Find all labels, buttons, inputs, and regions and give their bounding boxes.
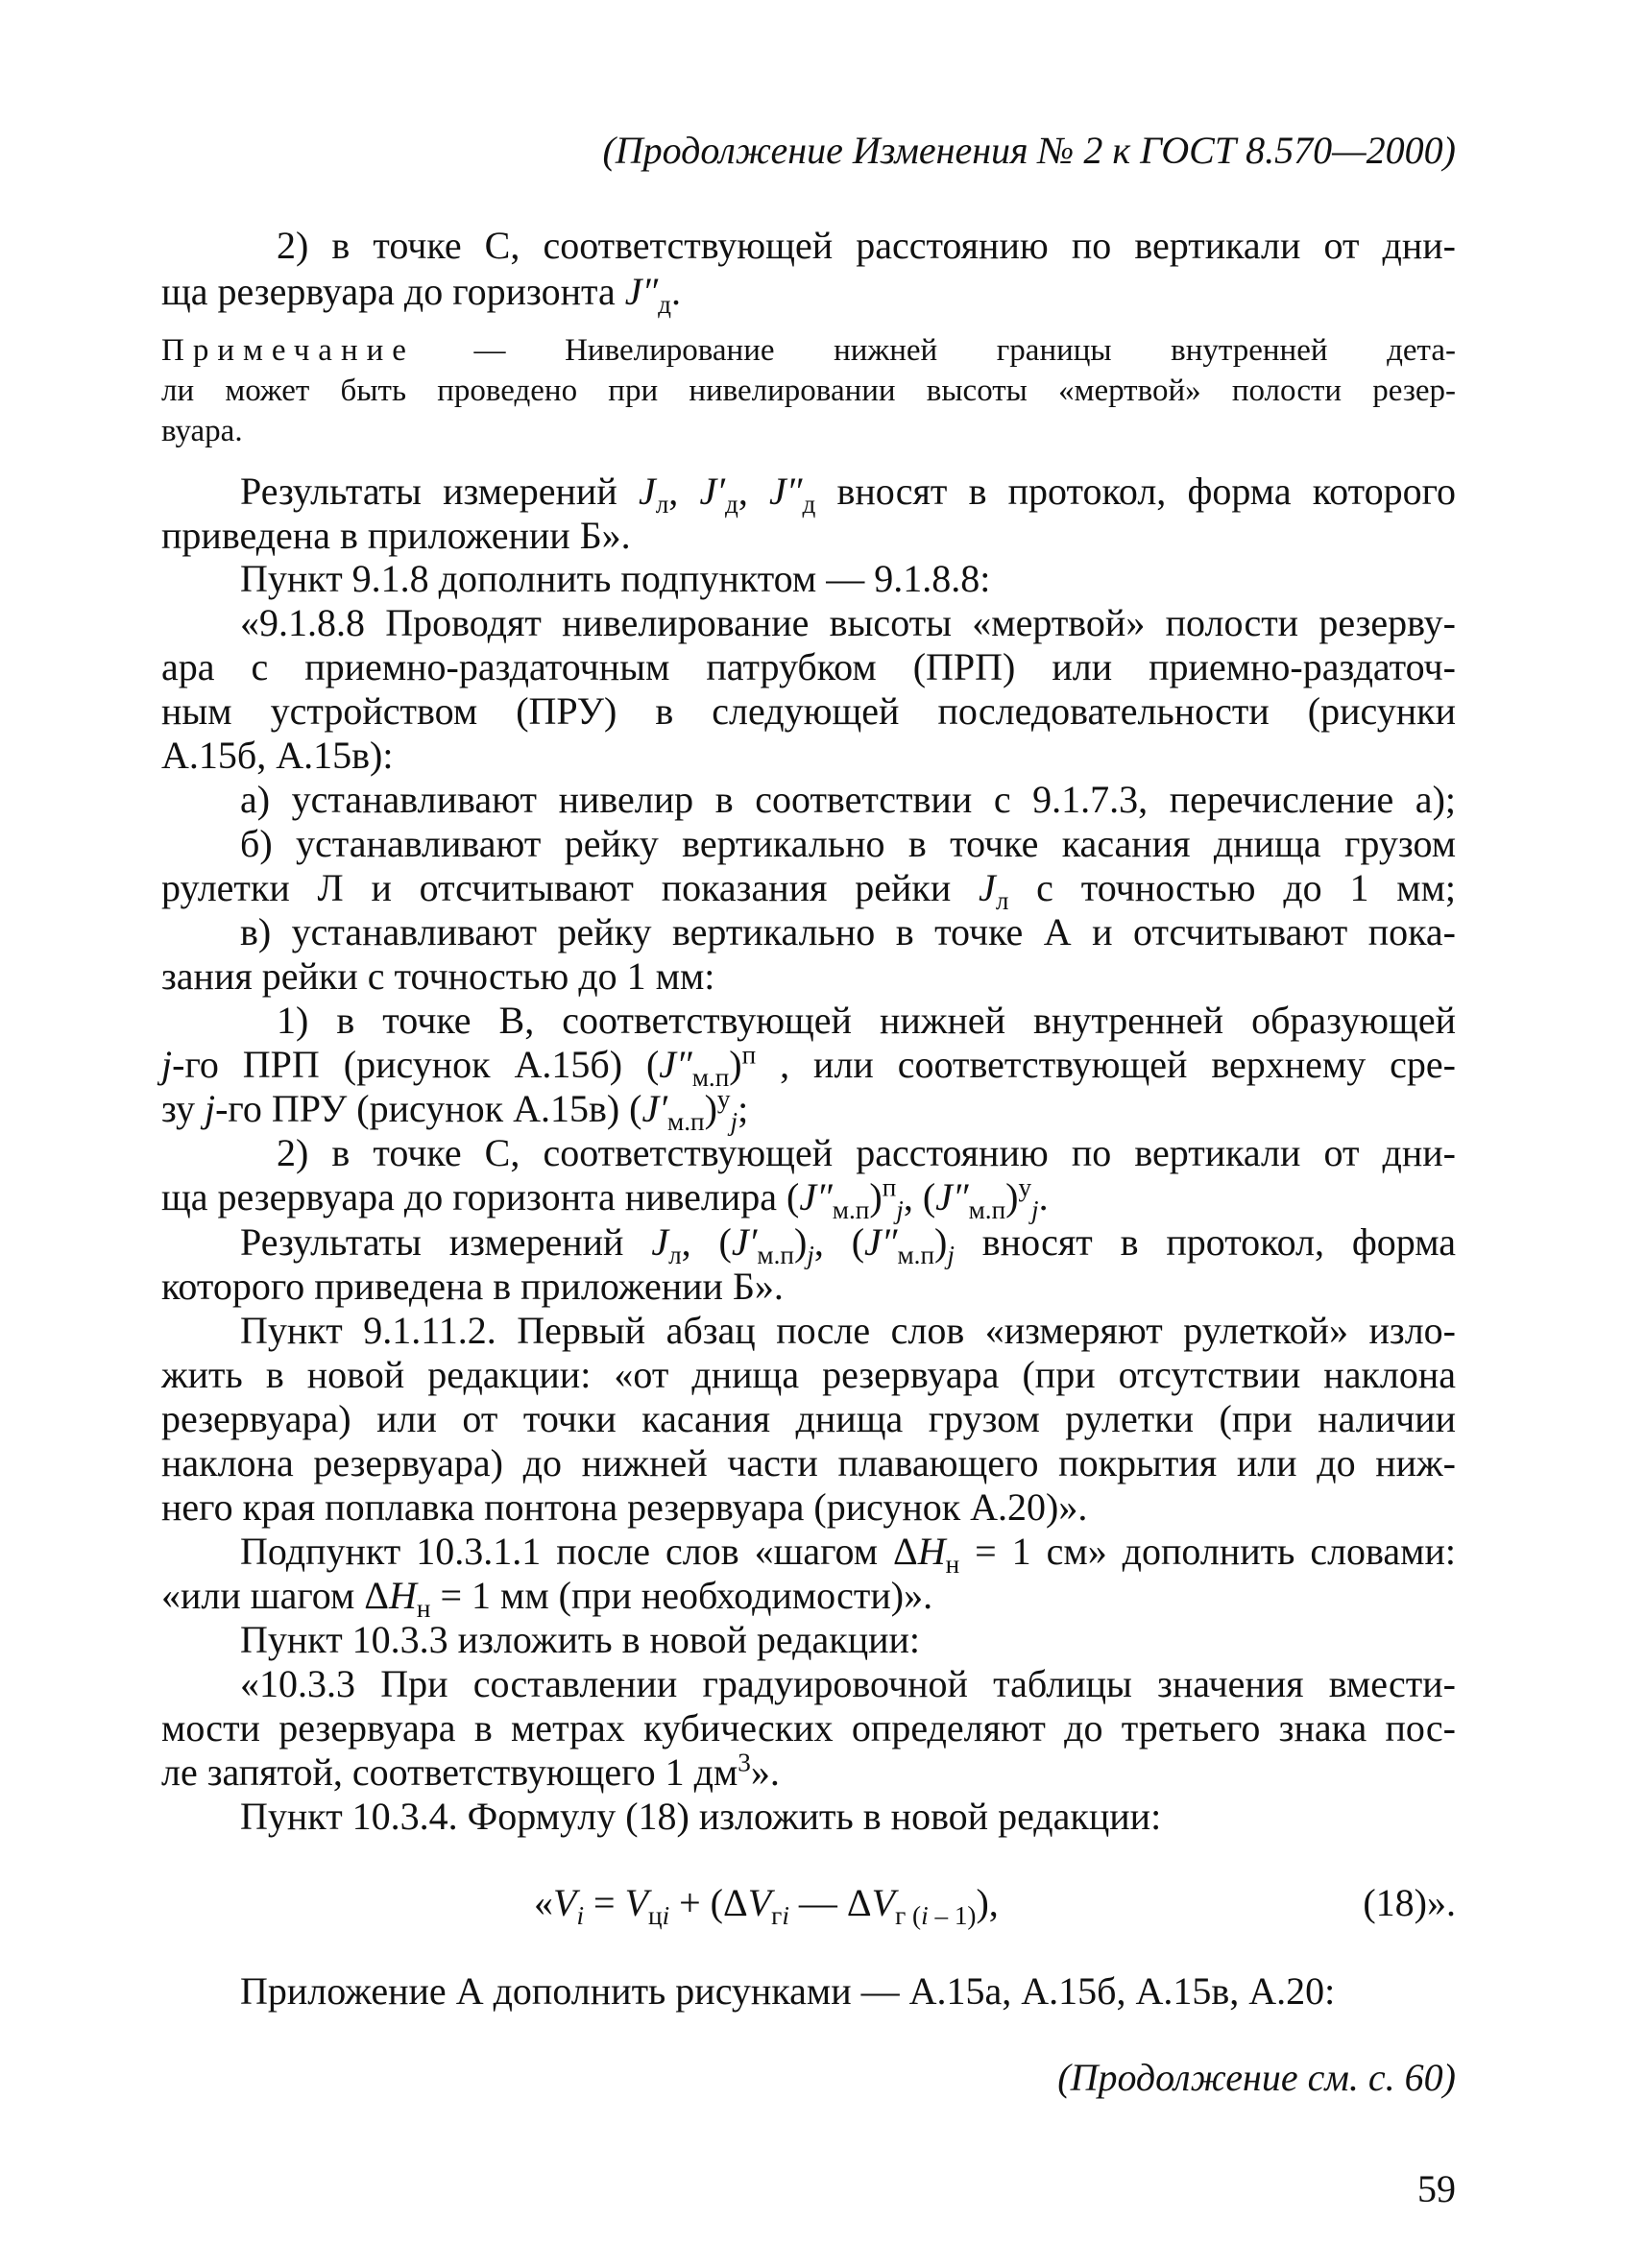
paragraph-line: «9.1.8.8 Проводят нивелирование высоты «мертвой» полости резерву- [240, 601, 1456, 644]
paragraph-line: зания рейки с точностью до 1 мм: [161, 954, 715, 998]
paragraph-line: Подпункт 10.3.1.1 после слов «шагом $\Delta H_н = 1$ см» дополнить словами: [240, 1530, 1456, 1579]
continuation-note: (Продолжение см. с. 60) [1057, 2056, 1456, 2099]
paragraph-line: рулетки Л и отсчитывают показания рейки $J_л$ с точностью до 1 мм; [161, 866, 1457, 915]
formula-number: (18)». [1363, 1881, 1456, 1924]
paragraph-line: «или шагом $\Delta H_н = 1$ мм (при необходимости)». [161, 1574, 933, 1623]
paragraph-line: него края поплавка понтона резервуара (рисунок А.20)». [161, 1485, 1088, 1529]
note-line: Примечание — Нивелирование нижней границы внутренней дета- [161, 333, 1456, 368]
paragraph-line: наклона резервуара) до нижней части плавающего покрытия или до ниж- [161, 1441, 1456, 1484]
paragraph-line: которого приведена в приложении Б». [161, 1265, 784, 1308]
paragraph-line: Результаты измерений $J_л$, $(J'_{м.п})_j$, $(J''_{м.п})_j$ вносят в протокол, форма [240, 1220, 1456, 1269]
note-line: вуара. [161, 414, 243, 448]
page-header: (Продолжение Изменения № 2 к ГОСТ 8.570—2000) [602, 129, 1456, 172]
paragraph-line: а) устанавливают нивелир в соответствии с 9.1.7.3, перечисление а); [240, 778, 1456, 821]
paragraph-line: приведена в приложении Б». [161, 514, 631, 557]
paragraph-line: б) устанавливают рейку вертикально в точке касания днища грузом [240, 822, 1456, 865]
paragraph-line: в) устанавливают рейку вертикально в точке А и отсчитывают пока- [240, 910, 1456, 953]
paragraph-line: Пункт 9.1.11.2. Первый абзац после слов «измеряют рулеткой» изло- [240, 1309, 1456, 1352]
paragraph-line: Результаты измерений $J_л$, $J'_д$, $J''_д$ вносят в протокол, форма которого [240, 470, 1457, 519]
paragraph-line: Приложение А дополнить рисунками — А.15а, А.15б, А.15в, А.20: [240, 1969, 1336, 2013]
paragraph-line: резервуара) или от точки касания днища грузом рулетки (при наличии [161, 1397, 1456, 1440]
paragraph-line: ным устройством (ПРУ) в следующей последовательности (рисунки [161, 689, 1456, 733]
formula-18: «$V_i = V_{цi} + (\Delta V_{гi}$ — $\Delta V_{г (i - 1)}$), [534, 1881, 999, 1930]
paragraph-line: мости резервуара в метрах кубических определяют до третьего знака пос- [161, 1706, 1456, 1749]
paragraph-line: ле запятой, соответствующего 1 $дм^3$». [161, 1748, 780, 1794]
paragraph-line: Пункт 9.1.8 дополнить подпунктом — 9.1.8.8: [240, 557, 991, 600]
note-line: ли может быть проведено при нивелировании высоты «мертвой» полости резер- [161, 374, 1456, 408]
paragraph-line: 2) в точке С, соответствующей расстоянию по вертикали от дни- [277, 224, 1456, 267]
paragraph-line: Пункт 10.3.3 изложить в новой редакции: [240, 1618, 921, 1661]
paragraph-line: 2) в точке С, соответствующей расстоянию по вертикали от дни- [277, 1131, 1456, 1174]
paragraph-line: j-го ПРП (рисунок А.15б) $(J''_{м.п})^п$ , или соответствующей верхнему сре- [161, 1040, 1457, 1092]
paragraph-line: ща резервуара до горизонта $J''_д$. [161, 270, 681, 319]
paragraph-line: Пункт 10.3.4. Формулу (18) изложить в новой редакции: [240, 1795, 1162, 1838]
paragraph-line: 1) в точке В, соответствующей нижней внутренней образующей [277, 999, 1456, 1042]
paragraph-line: зу j-го ПРУ (рисунок А.15в) $(J'_{м.п})^у_j$; [161, 1084, 749, 1136]
note-label: Примечание [161, 333, 415, 368]
paragraph-line: ща резервуара до горизонта нивелира $(J''_{м.п})^п_j$, $(J''_{м.п})^у_j$. [161, 1172, 1049, 1224]
page-number: 59 [1417, 2167, 1456, 2210]
paragraph-line: жить в новой редакции: «от днища резервуара (при отсутствии наклона [161, 1353, 1456, 1396]
paragraph-line: «10.3.3 При составлении градуировочной таблицы значения вмести- [240, 1662, 1456, 1705]
paragraph-line: ара с приемно-раздаточным патрубком (ПРП) или приемно-раздаточ- [161, 645, 1456, 688]
paragraph-line: А.15б, А.15в): [161, 734, 394, 777]
